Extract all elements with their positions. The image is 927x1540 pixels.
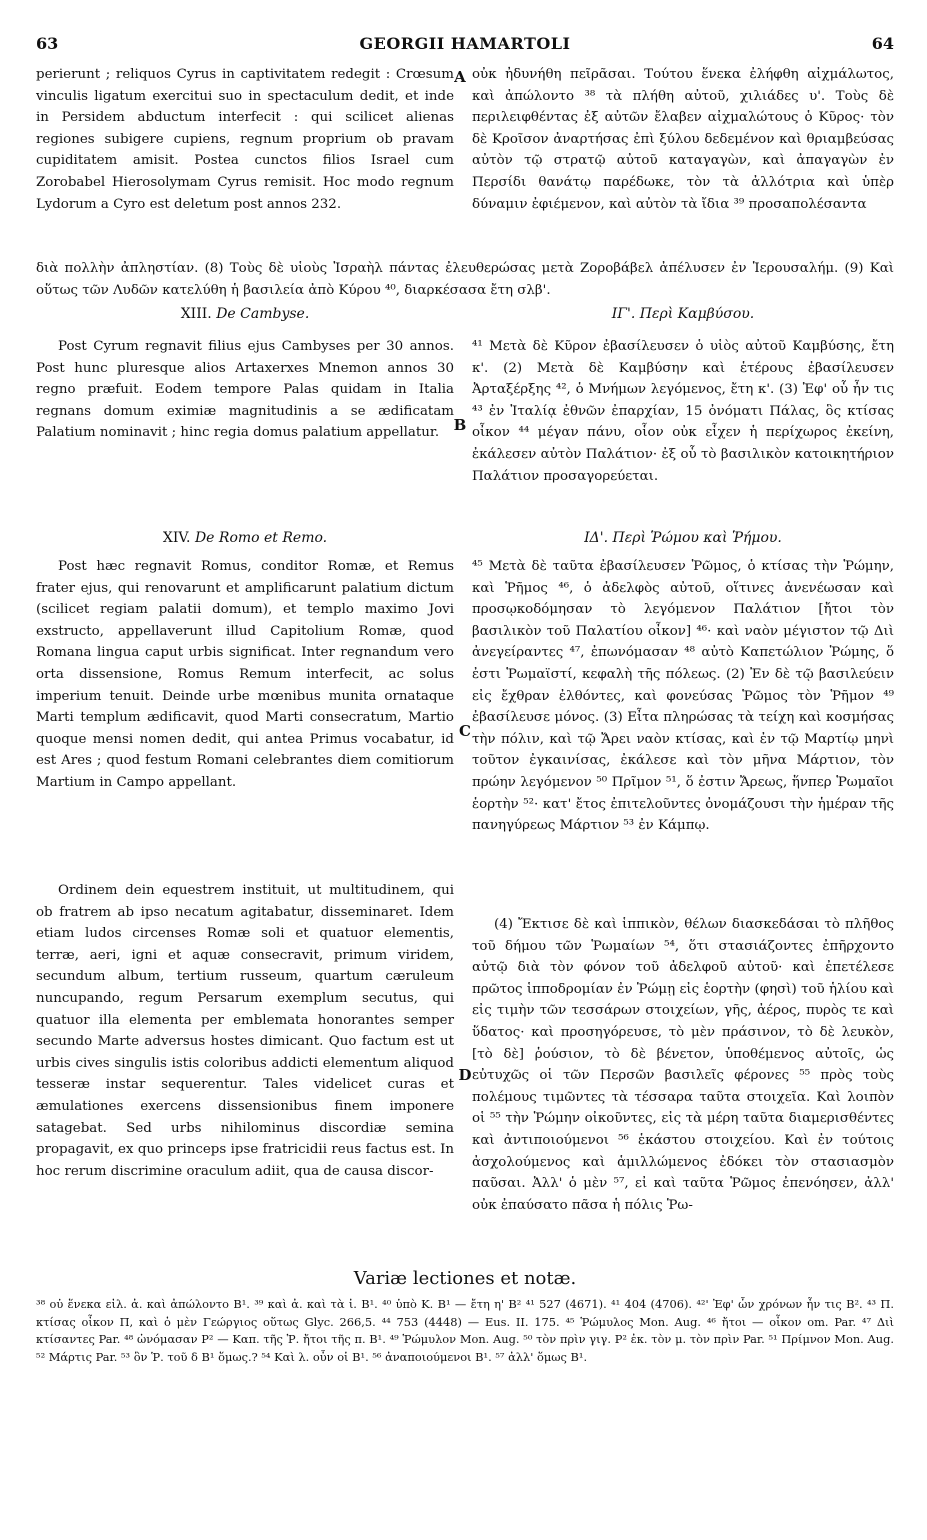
greek-column-cambyses <box>472 336 894 487</box>
section-heading-greek-13: ΙΓ'. Περὶ Καμβύσου. <box>611 306 755 322</box>
section-heading-greek-14: ΙΔ'. Περὶ Ῥώμου καὶ Ῥήμου. <box>584 530 782 546</box>
greek-paragraph: ⁴⁵ Μετὰ δὲ ταῦτα ἐβασίλευσεν Ῥῶμος, ὁ κτίσας τὴν Ῥώμην, καὶ Ῥῆμος ⁴⁶, ὁ ἀδελφὸς αὐτοῦ, οἵτινες ἀνενέωσαν καὶ προσῳκοδόμησαν τὸ λεγόμενον Παλάτιον [ἤτοι τὸν βασιλικὸν τοῦ Παλατίου οἶκον] ⁴⁶· καὶ ναὸν μέγιστον τῷ Διὶ ἀνεγείραντες ⁴⁷, ἐπωνόμασαν ⁴⁸ αὐτὸ Καπετώλιον Ῥώμης, ὅ ἐστι Ῥωμαϊστί, κεφαλὴ τῆς πόλεως. (2) Ἐν δὲ τῷ βασιλεύειν εἰς ἔχθραν ἐλθόντες, καὶ φονεύσας Ῥῶμος τὸν Ῥῆμον ⁴⁹ ἐβασίλευσε μόνος. (3) Εἶτα πληρώσας τὰ τείχη καὶ κοσμήσας τὴν πόλιν, καὶ τῷ Ἄρει ναὸν κτίσας, καὶ ἐν τῷ Μαρτίῳ μηνὶ τοῦτον ἐγκαινίσας, ἐκάλεσε καὶ τὸν μῆνα Μάρτιον, τὸν πρώην λεγόμενον ⁵⁰ Πρῖμον ⁵¹, ὅ ἐστιν Ἄρεως, ἥνπερ Ῥωμαῖοι ἑορτὴν ⁵²· κατ' ἔτος ἐπιτελοῦντες ὀνομάζουσι τὴν ἡμέραν τῆς πανηγύρεως Μάρτιον ⁵³ ἐν Κάμπῳ. <box>472 559 894 834</box>
greek-paragraph: (4) Ἔκτισε δὲ καὶ ἱππικὸν, θέλων διασκεδάσαι τὸ πλῆθος τοῦ δήμου τῶν Ῥωμαίων ⁵⁴, ὅτι στασιάζοντες ἐπῆρχοντο αὐτῷ διὰ τὸν φόνον τοῦ ἀδελφοῦ αὐτοῦ· καὶ ἐπετέλεσε πρῶτος ἱπποδρομίαν ἐν Ῥώμῃ εἰς ἑορτὴν (φησὶ) τοῦ ἡλίου καὶ εἰς τιμὴν τῶν τεσσάρων στοιχείων, γῆς, ἀέρος, πυρὸς τε καὶ ὕδατος· καὶ προσηγόρευσε, τὸ μὲν πράσινον, τὸ δὲ λευκὸν, [τὸ δὲ] ῥούσιον, τὸ δὲ βένετον, ὑποθέμενος αὐτοῖς, ὡς εὐτυχῶς οἱ τῶν Περσῶν βασιλεῖς φέρονες ⁵⁵ πρὸς τοὺς πολέμους τιμῶντες τὰ τέσσαρα ταῦτα στοιχεῖα. Καὶ λοιπὸν οἱ ⁵⁵ τὴν Ῥώμην οἰκοῦντες, εἰς τὰ μέρη ταῦτα διαμερισθέντες καὶ ἀντιποιούμενοι ⁵⁶ ἑκάστου στοιχείου. Καὶ ἐν τούτοις ἀσχολούμενος καὶ ἁμιλλώμενος ἐδόκει τὸν στασιασμὸν παῦσαι. Ἀλλ' ὁ μὲν ⁵⁷, εἰ καὶ ταῦτα Ῥῶμος ἐπενόησεν, ἀλλ' οὐκ ἐπαύσατο πᾶσα ἡ πόλις Ῥω- <box>472 917 894 1213</box>
latin-paragraph: Post hæc regnavit Romus, conditor Romæ, et Remus frater ejus, qui renovarunt et amplificarunt palatium dictum (scilicet regiam palatii domum), et templo maximo Jovi exstructo, appellaverunt illud Capitolium Romæ, quod Romana lingua caput urbis significat. Inter regnandum vero orta dissensione, Romus Remum interfecit, ac solus imperium tenuit. Deinde urbe mœnibus munita ornataque Marti templum ædificavit, quod Marti consecratum, Martio quoque mensi nomen dedit, qui antea Primus vocabatur, id est Ares ; quod festum Romani celebrantes diem comitiorum Martium in Campo appellant. <box>36 559 454 790</box>
running-title: GEORGII HAMARTOLI <box>359 34 571 53</box>
latin-column-cambyses <box>36 336 454 444</box>
section-heading-latin-14: XIV. De Romo et Remo. <box>162 530 328 546</box>
full-width-paragraph: διὰ πολλὴν ἀπληστίαν. (8) Τοὺς δὲ υἱοὺς Ἰσραὴλ πάντας ἐλευθερώσας μετὰ Ζοροβάβελ ἀπέλυσεν ἐν Ἱερουσαλήμ. (9) Καὶ οὕτως τῶν Λυδῶν κατελύθη ἡ βασιλεία ἀπὸ Κύρου ⁴⁰, διαρκέσασα ἔτη σλβ'. <box>36 261 894 298</box>
section-heading-latin-13: XIII. De Cambyse. <box>180 306 310 322</box>
latin-paragraph: Ordinem dein equestrem instituit, ut multitudinem, qui ob fratrem ab ipso necatum agitabatur, disseminaret. Idem etiam ludos circenses Romæ soli et quatuor elementis, terræ, aeri, igni et aquæ consecravit, primum viridem, secundum album, tertium russeum, quartum cæruleum nuncupando, regum Persarum exemplum secutus, qui quatuor illa elementa per emblemata honorantes semper secundo Marte adversus hostes dimicant. Quo factum est ut urbis cives singulis istis coloribus addicti elementum aliquod tesseræ instar sequerentur. Tales videlicet curas et æmulationes exercens dissensionibus finem imponere satagebat. Sed urbs nihilominus discordiæ semina propagavit, ex quo princeps ipse fratricidii reus factus est. In hoc rerum discrimine oraculum adiit, qua de causa discor- <box>36 883 454 1179</box>
greek-paragraph: ⁴¹ Μετὰ δὲ Κῦρον ἐβασίλευσεν ὁ υἱὸς αὐτοῦ Καμβύσης, ἔτη κ'. (2) Μετὰ δὲ Καμβύσην καὶ ἑτέρους ἐβασίλευσεν Ἀρταξέρξης ⁴², ὁ Μνήμων λεγόμενος, ἔτη κ'. (3) Ἐφ' οὗ ἦν τις ⁴³ ἐν Ἰταλίᾳ ἐθνῶν ἐπαρχίαν, 15 ὀνόματι Πάλας, ὃς κτίσας οἶκον ⁴⁴ μέγαν πάνυ, οἷον οὐκ εἶχεν ἡ περίχωρος ἐκείνη, ἐκάλεσεν αὐτὸν Παλάτιον· ἐξ οὗ τὸ βασιλικὸν κατοικητήριον Παλάτιον προσαγορεύεται. <box>472 339 894 484</box>
margin-letter-b: B <box>453 416 467 434</box>
latin-column-block1 <box>36 64 454 215</box>
greek-column-block1 <box>472 64 894 215</box>
notes-heading: Variæ lectiones et notæ. <box>353 1268 577 1289</box>
latin-paragraph: Post Cyrum regnavit filius ejus Cambyses per 30 annos. Post hunc pluresque alios Artaxerxes Mnemon annos 30 regno præfuit. Eodem tempore Palas quidam in Italia regnans domum eximiæ magnitudinis a se ædificatam Palatium nominavit ; hinc regia domus palatium appellatur. <box>36 339 454 441</box>
greek-column-romus <box>472 556 894 837</box>
latin-column-ordinem <box>36 880 454 1182</box>
notes-text: ³⁸ οὐ ἕνεκα εἰλ. ἀ. καὶ ἀπώλοντο Β¹. ³⁹ καὶ ἀ. καὶ τὰ ἰ. Β¹. ⁴⁰ ὑπὸ Κ. Β¹ — ἔτη η' Β² ⁴¹ 527 (4671). ⁴¹ 404 (4706). ⁴²' Ἐφ' ὧν χρόνων ἦν τις Β². ⁴³ Π. κτίσας οἶκον Π, καὶ ὁ μὲν Γεώργιος οὕτως Glyc. 266,5. ⁴⁴ 753 (4448) — Eus. II. 175. ⁴⁵ Ῥώμυλος Mon. Aug. ⁴⁶ ἤτοι — οἶκον om. Par. ⁴⁷ Διὶ κτίσαντες Par. ⁴⁸ ὠνόμασαν Ρ² — Καπ. τῆς Ῥ. ἤτοι τῆς π. Β¹. ⁴⁹ Ῥώμυλον Mon. Aug. ⁵⁰ τὸν πρὶν γιγ. Ρ² ἐκ. τὸν μ. τὸν πρὶν Par. ⁵¹ Πρίμνον Mon. Aug. ⁵² Μάρτις Par. ⁵³ ὃν Ῥ. τοῦ δ Β¹ ὅμως.? ⁵⁴ Καὶ λ. οὖν οἱ Β¹. ⁵⁶ ἀναποιούμενοι Β¹. ⁵⁷ ἀλλ' ὅμως Β¹. <box>36 1297 894 1364</box>
running-header <box>36 34 894 58</box>
margin-letter-a: A <box>454 68 466 86</box>
latin-column-romus <box>36 556 454 794</box>
page-number-right: 64 <box>871 34 894 53</box>
greek-column-ordinem <box>472 914 894 1216</box>
margin-letter-d: D <box>458 1066 472 1084</box>
page-number-left: 63 <box>36 34 59 53</box>
notes-block <box>36 1296 894 1366</box>
greek-paragraph: οὐκ ἠδυνήθη πεῖρᾶσαι. Τούτου ἕνεκα ἐλήφθη αἰχμάλωτος, καὶ ἀπώλοντο ³⁸ τὰ πλήθη αὐτοῦ, χιλιάδες υ'. Τοὺς δὲ περιλειφθέντας ἐξ αὐτῶν ἔλαβεν αἰχμαλώτους ὁ Κῦρος· τὸν δὲ Κροῖσον ἀναρτήσας ἐπὶ ξύλου δεδεμένον καὶ θριαμβεύσας αὐτὸν τῷ στρατῷ αὐτοῦ καταγαγὼν, καὶ ἀπαγαγὼν ἐν Περσίδι θανάτῳ παρέδωκε, τὸν τὰ ἀλλότρια καὶ ὑπὲρ δύναμιν ἐφιέμενον, καὶ αὐτὸν τὰ ἴδια ³⁹ προσαπολέσαντα <box>472 67 894 212</box>
latin-paragraph: perierunt ; reliquos Cyrus in captivitatem redegit : Crœsum vinculis ligatum exercitui suo in spectaculum dedit, et inde in Persidem abductum interfecit : qui scilicet alienas regiones subigere cupiens, regnum proprium ob pravam cupiditatem amisit. Postea cunctos filios Israel cum Zorobabel Hierosolymam Cyrus remisit. Hoc modo regnum Lydorum a Cyro est deletum post annos 232. <box>36 67 454 212</box>
margin-letter-c: C <box>459 722 471 740</box>
full-width-line <box>36 258 894 301</box>
